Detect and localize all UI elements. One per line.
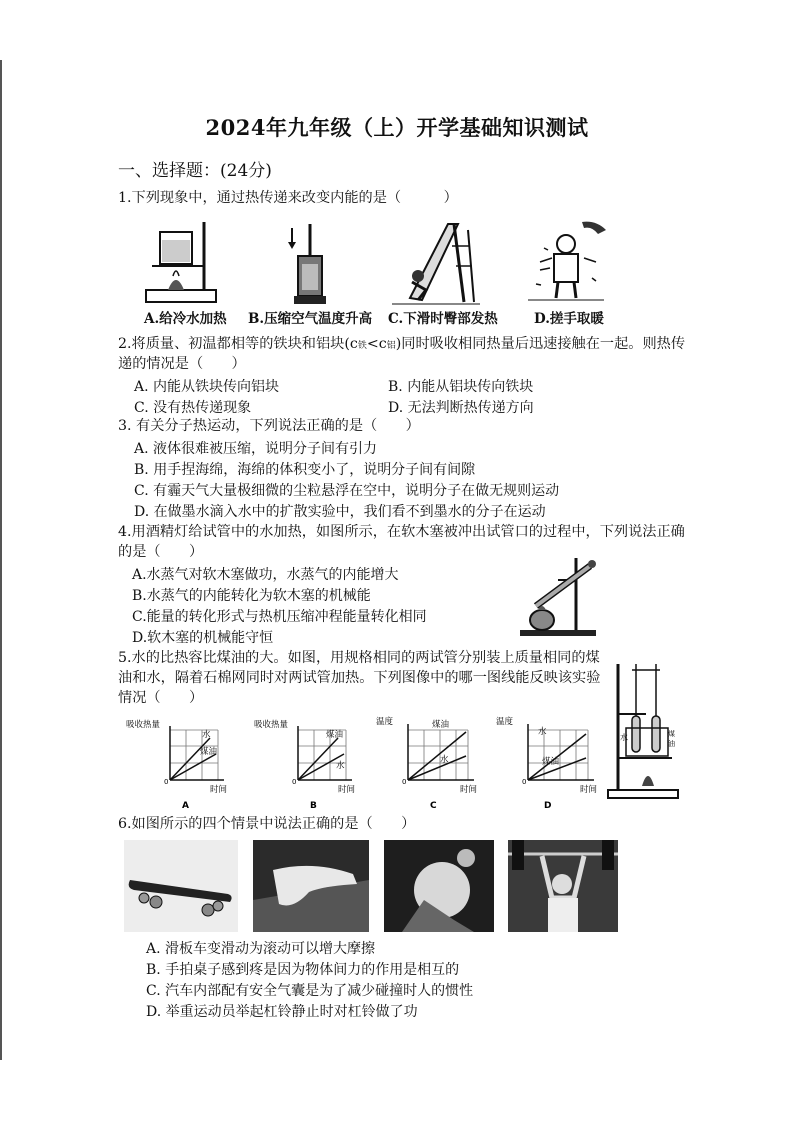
q6-option-b: B. 手拍桌子感到疼是因为物体间力的作用是相互的: [146, 962, 460, 978]
apparatus-label-kerosene-1: 煤: [668, 730, 675, 738]
q1-caption-a: A.给冷水加热: [144, 311, 227, 327]
q2-stem-part-a: 2.将质量、初温都相等的铁块和铝块(c: [118, 336, 358, 352]
q4-option-b: B.水蒸气的内能转化为软木塞的机械能: [132, 588, 371, 604]
q1-figure-a-beaker-heating: [142, 218, 222, 306]
q6-option-c: C. 汽车内部配有安全气囊是为了减少碰撞时人的惯性: [146, 983, 474, 999]
svg-text:0: 0: [402, 778, 407, 786]
svg-text:0: 0: [292, 778, 297, 786]
graph-d-letter: D: [544, 801, 552, 810]
q2-less-than: <c: [366, 336, 387, 352]
q3-option-d: D. 在做墨水滴入水中的扩散实验中，我们看不到墨水的分子在运动: [134, 504, 546, 520]
graph-c-ylabel: 温度: [376, 717, 394, 727]
graph-a-ylabel: 吸收热量: [126, 720, 161, 730]
q1-stem: 1.下列现象中，通过热传递来改变内能的是（ ）: [118, 190, 458, 206]
q2-stem-part-b: )同时吸收相同热量后迅速接触在一起。则热传: [395, 336, 686, 352]
q1-caption-d: D.搓手取暖: [534, 311, 604, 327]
graph-c-upper-label: 煤油: [432, 720, 450, 730]
graph-d-lower-label: 煤油: [542, 757, 560, 767]
q3-option-a: A. 液体很难被压缩，说明分子间有引力: [134, 441, 378, 457]
q6-photo-weightlifter: [508, 840, 618, 932]
section-heading-choice: 一、选择题：(24分): [118, 161, 272, 181]
q6-photo-skateboard: [124, 840, 238, 932]
graph-a-lower-label: 煤油: [200, 747, 218, 757]
graph-c-xlabel: 时间: [460, 785, 478, 795]
q5-stem: 5.水的比热容比煤油的大。如图，用规格相同的两试管分别装上质量相同的煤: [118, 650, 600, 666]
q6-stem: 6.如图所示的四个情景中说法正确的是（ ）: [118, 816, 416, 832]
q1-figure-c-slide: [392, 216, 480, 308]
q4-option-c: C.能量的转化形式与热机压缩冲程能量转化相同: [132, 609, 427, 625]
q5-graph-c: [374, 716, 480, 810]
q3-option-c: C. 有霾天气大量极细微的尘粒悬浮在空中，说明分子在做无规则运动: [134, 483, 560, 499]
q2-stem-line2: 递的情况是（ ）: [118, 356, 246, 372]
q4-option-d: D.软木塞的机械能守恒: [132, 630, 274, 646]
graph-a-upper-label: 水: [202, 730, 211, 740]
page-title: 2024年九年级（上）开学基础知识测试: [205, 115, 589, 140]
q2-option-a: A. 内能从铁块传向铝块: [134, 379, 280, 395]
q2-option-b: B. 内能从铝块传向铁块: [388, 379, 534, 395]
graph-d-ylabel: 温度: [496, 717, 514, 727]
q6-option-a: A. 滑板车变滑动为滚动可以增大摩擦: [146, 941, 376, 957]
graph-c-letter: C: [430, 801, 437, 810]
q2-option-c: C. 没有热传递现象: [134, 400, 252, 416]
svg-text:0: 0: [164, 778, 169, 786]
q3-stem: 3. 有关分子热运动，下列说法正确的是（ ）: [118, 418, 420, 434]
apparatus-label-kerosene-2: 油: [668, 740, 675, 748]
q1-figure-d-rubbing-hands: [522, 218, 608, 304]
graph-b-upper-label: 煤油: [326, 730, 344, 740]
q2-subscript-iron: 铁: [357, 341, 367, 351]
q1-caption-b: B.压缩空气温度升高: [248, 311, 373, 327]
q6-photo-car-airbag: [384, 840, 494, 932]
q2-option-d: D. 无法判断热传递方向: [388, 400, 534, 416]
graph-d-xlabel: 时间: [580, 785, 598, 795]
q5-graph-b: [252, 716, 358, 810]
q1-caption-c: C.下滑时臀部发热: [388, 311, 498, 327]
q5-stem-line3: 情况（ ）: [118, 690, 204, 706]
svg-text:0: 0: [522, 778, 527, 786]
q5-graph-d: [494, 716, 600, 810]
q5-stem-line2: 油和水，隔着石棉网同时对两试管加热。下列图像中的哪一图线能反映该实验: [118, 670, 601, 686]
graph-b-xlabel: 时间: [338, 785, 356, 795]
graph-b-ylabel: 吸收热量: [254, 720, 289, 730]
q6-option-d: D. 举重运动员举起杠铃静止时对杠铃做了功: [146, 1004, 418, 1020]
graph-a-xlabel: 时间: [210, 785, 228, 795]
graph-d-upper-label: 水: [538, 727, 547, 737]
graph-b-lower-label: 水: [336, 761, 345, 771]
q1-figure-b-air-pump: [282, 222, 338, 306]
q6-photo-hand-on-table: [253, 840, 369, 932]
q5-graph-a: [124, 716, 230, 810]
q4-figure-test-tube-heating: [516, 550, 600, 638]
q4-stem: 4.用酒精灯给试管中的水加热，如图所示，在软木塞被冲出试管口的过程中，下列说法正确: [118, 524, 685, 540]
q4-stem-line2: 的是（ ）: [118, 544, 204, 560]
q4-option-a: A.水蒸气对软木塞做功，水蒸气的内能增大: [132, 567, 399, 583]
page-edge-line: [0, 60, 2, 1060]
graph-b-letter: B: [310, 801, 317, 810]
apparatus-label-water: 水: [620, 733, 628, 742]
q5-figure-apparatus: [606, 662, 680, 800]
q3-option-b: B. 用手捏海绵，海绵的体积变小了，说明分子间有间隙: [134, 462, 476, 478]
graph-a-letter: A: [182, 801, 189, 810]
q2-subscript-aluminum: 铝: [386, 341, 396, 351]
graph-c-lower-label: 水: [440, 755, 449, 765]
